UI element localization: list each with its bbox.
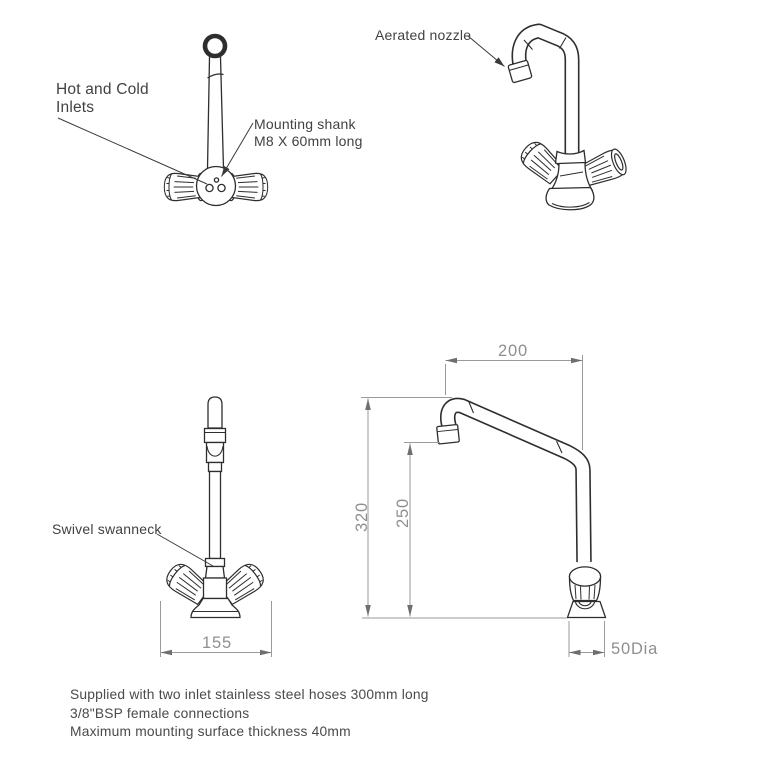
dim-50dia-value: 50Dia — [611, 640, 659, 658]
note-line-1: Supplied with two inlet stainless steel hoses 300mm long — [70, 687, 429, 702]
aerated-nozzle-label-text: Aerated nozzle — [375, 27, 472, 43]
mounting-shank-label-line2: M8 X 60mm long — [254, 132, 363, 149]
rear-view-drawing — [164, 36, 267, 206]
swivel-swanneck-label-text: Swivel swanneck — [52, 521, 162, 537]
dim-250-value: 250 — [394, 498, 412, 528]
hot-cold-inlets-label — [56, 81, 149, 118]
shank-leader-line — [222, 123, 254, 177]
dim-320-value: 320 — [353, 502, 371, 532]
swivel-swanneck-label — [52, 521, 162, 538]
dim-155-value: 155 — [202, 634, 232, 652]
mounting-shank-label-line1: Mounting shank — [254, 116, 356, 132]
note-line-2: 3/8"BSP female connections — [70, 705, 250, 721]
perspective-view-drawing — [508, 31, 629, 210]
inlets-leader-line — [58, 118, 207, 184]
swanneck-leader-line — [157, 534, 213, 566]
mounting-shank-label — [254, 116, 363, 149]
aerated-nozzle-label — [375, 27, 471, 44]
hot-cold-inlets-label-line1: Hot and Cold — [56, 81, 149, 98]
nozzle-leader-line — [468, 36, 505, 67]
note-line-3: Maximum mounting surface thickness 40mm — [70, 724, 351, 739]
front-view-drawing — [162, 397, 268, 618]
dim-200-value: 200 — [498, 342, 528, 360]
hot-cold-inlets-label-line2: Inlets — [56, 99, 95, 117]
side-view-drawing — [437, 401, 606, 618]
product-notes — [70, 686, 429, 742]
